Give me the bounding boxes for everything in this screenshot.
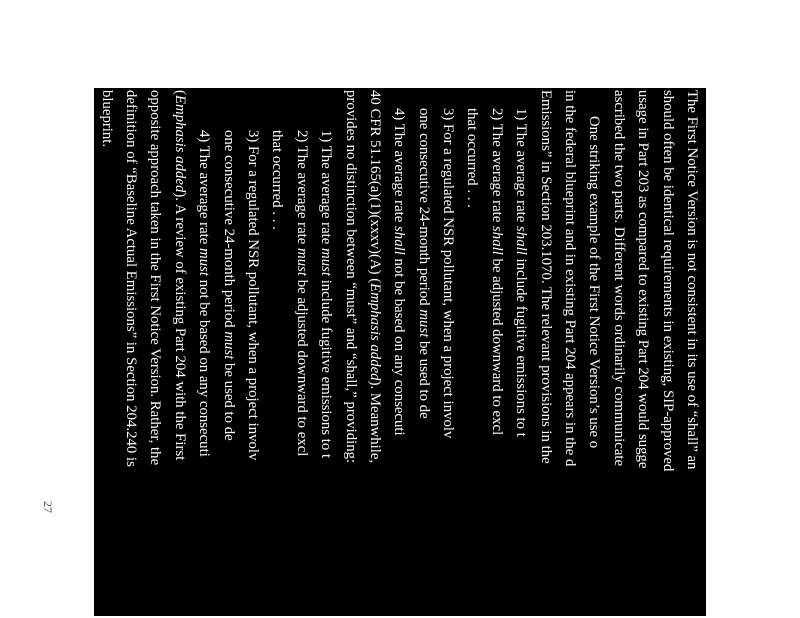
text-run: not be based on any consecuti	[391, 254, 408, 436]
text-line	[289, 90, 313, 616]
text-run: should often be identical requirements in existing, SIP-approved	[659, 90, 676, 472]
text-line	[387, 90, 411, 616]
document-body	[94, 88, 706, 616]
text-line	[314, 90, 338, 616]
text-run: Emissions” in Section 203.1070. The relevant provisions in the	[537, 90, 554, 464]
text-line	[631, 90, 655, 616]
text-run: blueprint.	[98, 90, 115, 148]
emphasized-word: shall	[513, 226, 530, 255]
text-line	[436, 90, 460, 616]
text-line	[119, 90, 143, 616]
text-run: 2) The average rate	[293, 130, 310, 249]
emphasized-word: Emphasis added	[366, 283, 383, 381]
text-run: be used to de	[220, 359, 237, 441]
text-line	[606, 90, 630, 616]
text-line	[680, 90, 704, 616]
text-run: One striking example of the First Notice Version’s use o	[586, 116, 603, 449]
text-line	[265, 90, 289, 616]
text-run: include fugitive emissions to t	[318, 276, 335, 459]
text-line	[558, 90, 582, 616]
text-run: 1) The average rate	[513, 108, 530, 227]
emphasized-word: shall	[488, 226, 505, 255]
text-run: that occurred . . .	[464, 108, 481, 208]
text-run: 40 CFR 51.165(a)(1)(xxxv)(A) (	[366, 90, 383, 284]
emphasized-word: must	[196, 248, 213, 276]
text-line	[143, 90, 167, 616]
text-run: (	[171, 90, 188, 95]
emphasized-word: must	[220, 331, 237, 360]
text-run: 1) The average rate	[318, 130, 335, 249]
text-run: not be based on any consecuti	[196, 276, 213, 457]
text-run: in the federal blueprint and in existing Part 204 appears in the d	[562, 90, 579, 467]
text-line	[460, 90, 484, 616]
text-run: be used to de	[415, 337, 432, 419]
emphasized-word: shall	[391, 226, 408, 255]
text-line	[655, 90, 679, 616]
text-run: include fugitive emissions to t	[513, 254, 530, 437]
text-run: 3) For a regulated NSR pollutant, when a project involv	[440, 108, 457, 439]
text-line	[167, 90, 191, 616]
text-line	[582, 90, 606, 616]
text-run: 4) The average rate	[196, 130, 213, 249]
text-line	[241, 90, 265, 616]
text-run: ascribed the two parts. Different words ordinarily communicate	[610, 90, 627, 467]
text-run: 3) For a regulated NSR pollutant, when a project involv	[244, 130, 261, 461]
text-run: one consecutive 24-month period	[220, 130, 237, 332]
text-run: The First Notice Version is not consistent in its use of “shall” an	[684, 90, 700, 470]
text-run: be adjusted downward to excl	[488, 254, 505, 436]
text-line	[338, 90, 362, 616]
text-line	[509, 90, 533, 616]
page-number: 27	[41, 501, 55, 513]
text-line	[533, 90, 557, 616]
text-line	[216, 90, 240, 616]
text-line	[484, 90, 508, 616]
emphasized-word: must	[415, 309, 432, 338]
text-run: ). Meanwhile,	[366, 380, 383, 464]
text-run: definition of “Baseline Actual Emissions” in Section 204.240 is	[123, 90, 140, 467]
emphasized-word: must	[293, 248, 310, 276]
text-line	[411, 90, 435, 616]
text-run: that occurred . . .	[269, 130, 286, 230]
text-run: be adjusted downward to excl	[293, 276, 310, 457]
text-run: opposite approach taken in the First Notice Version. Rather, the	[147, 90, 164, 466]
text-run: provides no distinction between “must” and “shall,” providing:	[342, 90, 359, 464]
text-run: usage in Part 203 as compared to existing Part 204 would sugge	[635, 90, 652, 469]
text-line	[363, 90, 387, 616]
text-line	[94, 90, 118, 616]
text-line	[192, 90, 216, 616]
emphasized-word: must	[318, 248, 335, 276]
text-run: 4) The average rate	[391, 108, 408, 227]
text-run: ). A review of existing Part 204 with the First	[171, 192, 188, 461]
text-run: one consecutive 24-month period	[415, 108, 432, 310]
emphasized-word: Emphasis added	[171, 94, 188, 193]
scanned-text-panel	[94, 88, 706, 616]
text-run: 2) The average rate	[488, 108, 505, 227]
